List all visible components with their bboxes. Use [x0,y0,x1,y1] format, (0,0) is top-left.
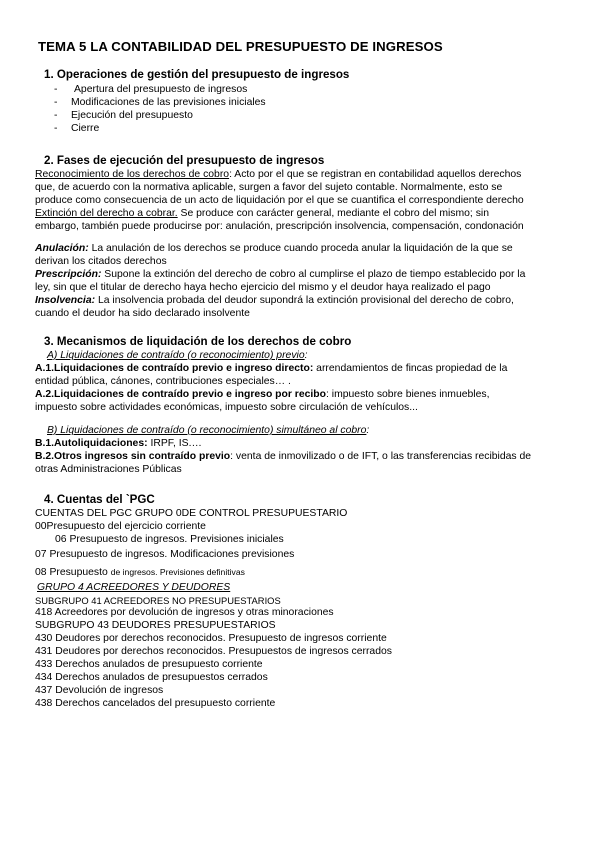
account-line: 08 Presupuesto de ingresos. Previsiones definitivas [35,567,245,578]
list-bullet: - [54,97,58,108]
list-bullet: - [54,123,58,134]
paragraph-line: derivan los citados derechos [35,256,167,267]
account-line: 430 Deudores por derechos reconocidos. Presupuesto de ingresos corriente [35,633,387,644]
account-line: 438 Derechos cancelados del presupuesto corriente [35,698,276,709]
term-anulacion: Anulación: [35,243,89,254]
term-a2: A.2.Liquidaciones de contraído previo e ingreso por recibo [35,389,326,400]
term-insolvencia: Insolvencia: [35,295,96,306]
paragraph-line: ley, sin que el titular de derecho haya hecho ejercicio del mismo y el deudor haya realizado el pago [35,282,491,293]
term-a1: A.1.Liquidaciones de contraído previo e ingreso directo: [35,363,314,374]
paragraph-line: embargo, también puede producirse por: anulación, prescripción insolvencia, compensación, condonación [35,221,524,232]
page-title: TEMA 5 LA CONTABILIDAD DEL PRESUPUESTO DE INGRESOS [38,39,443,54]
list-item: Apertura del presupuesto de ingresos [74,84,248,95]
section-4-heading: 4. Cuentas del `PGC [44,493,155,506]
paragraph-line: B.2.Otros ingresos sin contraído previo: venta de inmovilizado o de IFT, o las transferencias recibidas de [35,451,532,462]
section-2-heading: 2. Fases de ejecución del presupuesto de ingresos [44,154,325,167]
paragraph-line: produce como consecuencia de un acto de liquidación por el que se cuantifica el correspondiente derecho [35,195,524,206]
account-line: 433 Derechos anulados de presupuesto corriente [35,659,263,670]
account-line: 06 Presupuesto de ingresos. Previsiones iniciales [55,534,284,545]
account-subgroup-heading: SUBGRUPO 41 ACREEDORES NO PRESUPUESTARIOS [35,595,281,606]
paragraph-line: A.1.Liquidaciones de contraído previo e ingreso directo: arrendamientos de fincas propiedad de la [35,363,508,374]
list-item: Modificaciones de las previsiones iniciales [71,97,266,108]
subsection-a-heading: A) Liquidaciones de contraído (o reconocimiento) previo: [47,350,308,361]
paragraph-line: Anulación: La anulación de los derechos se produce cuando proceda anular la liquidación de la que se [35,243,513,254]
term-reconocimiento: Reconocimiento de los derechos de cobro [35,169,230,180]
account-line: 431 Deudores por derechos reconocidos. Presupuestos de ingresos cerrados [35,646,392,657]
paragraph-line: impuesto sobre actividades económicas, impuesto sobre circulación de vehículos... [35,402,418,413]
list-item: Cierre [71,123,100,134]
paragraph-line: que, de acuerdo con la normativa aplicable, surgen a favor del sujeto contable. Normalmente, esto se [35,182,503,193]
term-extincion: Extinción del derecho a cobrar. [35,208,178,219]
paragraph-line: otras Administraciones Públicas [35,464,182,475]
paragraph-line: Insolvencia: La insolvencia probada del deudor supondrá la extinción provisional del derecho de cobro, [35,295,514,306]
paragraph-line: Prescripción: Supone la extinción del derecho de cobro al cumplirse el plazo de tiempo establecido por la [35,269,526,280]
paragraph-line: B.1.Autoliquidaciones: IRPF, IS.… [35,438,202,449]
section-1-heading: 1. Operaciones de gestión del presupuesto de ingresos [44,68,350,81]
account-line: 437 Devolución de ingresos [35,685,164,696]
account-group-heading: GRUPO 4 ACREEDORES Y DEUDORES [37,582,231,593]
paragraph-line: A.2.Liquidaciones de contraído previo e ingreso por recibo: impuesto sobre bienes inmuebles, [35,389,490,400]
term-prescripcion: Prescripción: [35,269,102,280]
list-bullet: - [54,84,58,95]
account-line: 418 Acreedores por devolución de ingresos y otras minoraciones [35,607,334,618]
account-subgroup-heading: SUBGRUPO 43 DEUDORES PRESUPUESTARIOS [35,620,276,631]
section-3-heading: 3. Mecanismos de liquidación de los derechos de cobro [44,335,352,348]
paragraph-line: cuando el deudor ha sido declarado insolvente [35,308,250,319]
account-line: CUENTAS DEL PGC GRUPO 0DE CONTROL PRESUPUESTARIO [35,508,348,519]
account-line: 434 Derechos anulados de presupuestos cerrados [35,672,268,683]
list-bullet: - [54,110,58,121]
subsection-b-heading: B) Liquidaciones de contraído (o reconocimiento) simultáneo al cobro: [47,425,370,436]
account-line: 07 Presupuesto de ingresos. Modificaciones previsiones [35,549,295,560]
term-b1: B.1.Autoliquidaciones: [35,438,148,449]
list-item: Ejecución del presupuesto [71,110,193,121]
term-b2: B.2.Otros ingresos sin contraído previo [35,451,231,462]
paragraph-line: Extinción del derecho a cobrar. Se produce con carácter general, mediante el cobro del mismo; sin [35,208,489,219]
paragraph-line: Reconocimiento de los derechos de cobro: Acto por el que se registran en contabilidad aquellos derechos [35,169,522,180]
account-line: 00Presupuesto del ejercicio corriente [35,521,206,532]
paragraph-line: entidad pública, cánones, contribuciones especiales… . [35,376,291,387]
